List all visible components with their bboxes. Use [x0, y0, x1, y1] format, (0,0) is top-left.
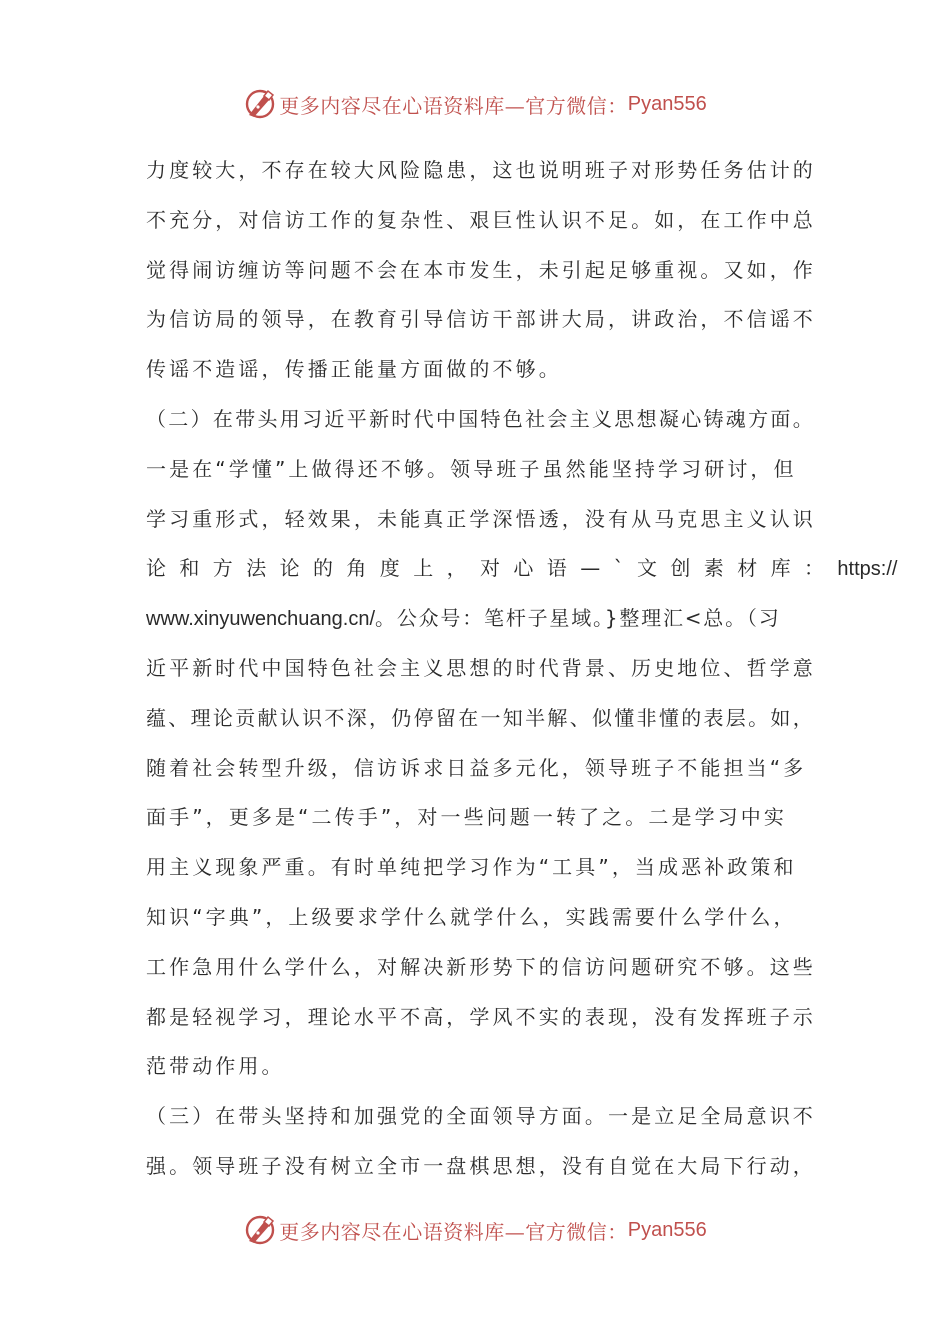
header-banner [0, 84, 950, 124]
text-line: 随着社会转型升级，信访诉求日益多元化，领导班子不能担当“多 [146, 755, 807, 780]
pen-nib-logo-icon [243, 87, 277, 121]
banner-text: 更多内容尽在心语资料库—官方微信： [279, 1219, 628, 1244]
text-line: 学习重形式，轻效果，未能真正学深悟透，没有从马克思主义认识 [146, 506, 816, 531]
url-fragment: https:// [837, 558, 898, 581]
text-line: 觉得闹访缠访等问题不会在本市发生，未引起足够重视。又如，作 [146, 257, 816, 282]
text-line: 用主义现象严重。有时单纯把学习作为“工具”，当成恶补政策和 [146, 855, 797, 880]
text-line: 面手”，更多是“二传手”，对一些问题一转了之。二是学习中实 [146, 805, 787, 830]
banner-wechat-id: Pyan556 [627, 1218, 707, 1241]
text-line: 近平新时代中国特色社会主义思想的时代背景、历史地位、哲学意 [146, 655, 816, 680]
section-heading: （二）在带头用习近平新时代中国特色社会主义思想凝心铸魂方面。 [146, 406, 815, 431]
banner-wechat-id: Pyan556 [627, 92, 707, 115]
text-line: 范带动作用。 [146, 1054, 285, 1079]
text-line: 知识“字典”，上级要求学什么就学什么，实践需要什么学什么， [146, 904, 797, 929]
text-line: 一是在“学懂”上做得还不够。领导班子虽然能坚持学习研讨，但 [146, 456, 797, 481]
text-line: 蕴、理论贡献认识不深，仍停留在一知半解、似懂非懂的表层。如， [146, 705, 815, 730]
text-line: 强。领导班子没有树立全市一盘棋思想，没有自觉在大局下行动， [146, 1153, 816, 1178]
text-line-cjk: 。公众号：笔杆子星域。}整理汇<总。（习 [375, 606, 781, 631]
text-line-cjk: 论和方法论的角度上，对心语—`文创素材库： [146, 556, 838, 581]
text-line: 都是轻视学习，理论水平不高，学风不实的表现，没有发挥班子示 [146, 1004, 816, 1029]
text-line [146, 594, 806, 644]
pen-nib-logo-icon [243, 1213, 277, 1247]
footer-banner [0, 1210, 950, 1250]
text-line: 工作急用什么学什么，对解决新形势下的信访问题研究不够。这些 [146, 954, 816, 979]
text-line: 传谣不造谣，传播正能量方面做的不够。 [146, 357, 562, 382]
text-line: 为信访局的领导，在教育引导信访干部讲大局，讲政治，不信谣不 [146, 307, 816, 332]
text-line: 力度较大，不存在较大风险隐患，这也说明班子对形势任务估计的 [146, 158, 816, 182]
banner-text: 更多内容尽在心语资料库—官方微信： [279, 93, 628, 118]
section-heading: （三）在带头坚持和加强党的全面领导方面。一是立足全局意识不 [146, 1104, 816, 1129]
url-fragment: www.xinyuwenchuang.cn/ [146, 608, 376, 631]
text-line [146, 544, 898, 594]
text-line: 不充分，对信访工作的复杂性、艰巨性认识不足。如，在工作中总 [146, 207, 816, 232]
document-body [146, 146, 898, 1192]
